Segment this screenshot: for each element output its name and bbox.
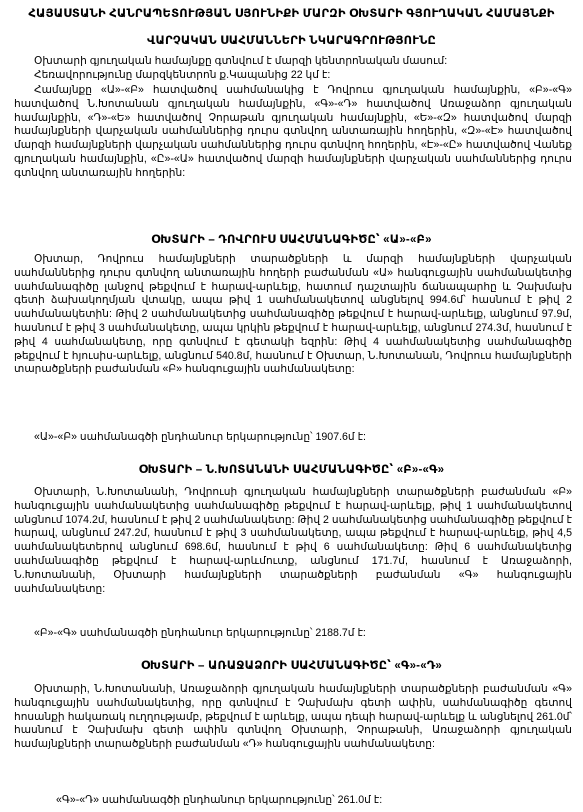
section-heading-b-c: ՕԽՏԱՐԻ – Ն.ԽՈՏԱՆԱՆԻ ՍԱՀՄԱՆԱԳԻԾԸ՝ «Բ»-«Գ» [138, 464, 445, 476]
document-title: ՀԱՅԱՍՏԱՆԻ ՀԱՆՐԱՊԵՏՈՒԹՅԱՆ ՍՅՈՒՆԻՔԻ ՄԱՐԶԻ ՕԽՏԱՐԻ ԳՅՈՒՂԱԿԱՆ ՀԱՄԱՅՆՔԻ [28, 8, 555, 20]
intro-distance: Հեռավորությունը մարզկենտրոն ք.Կապանից 22 կմ է: [34, 69, 331, 81]
intro-borders: Համայնքը «Ա»-«Բ» հատվածով սահմանակից է Դովրուս գյուղական համայնքին, «Բ»-«Գ» հատվածով Ն.Խոտանան գյուղական համայնքին, «Գ»-«Դ» հատվածով Առաջաձոր գյուղական համայնքին, «Դ»-«Ե» հատվածով Չորաթան գյուղական համայնքին, «Ե»-«Զ» հատվածով մարզի համայնքների վարչական սահմաններից դուրս գտնվող անտառային հողերին, «Զ»-«Է» հատվածով մարզի համայնքների վարչական սահմաններից դուրս գտնվող հողերին, «Է»-«Ը» հատվածով Վանեք գյուղական համայնքին, «Ը»-«Ա» հատվածով մարզի համայնքների վարչական սահմաններից դուրս գտնվող անտառային հողերին: [14, 84, 572, 179]
section-heading-a-b: ՕԽՏԱՐԻ – ԴՈՎՐՈՒՍ ՍԱՀՄԱՆԱԳԻԾԸ՝ «Ա»-«Բ» [151, 234, 432, 246]
section-heading-c-d: ՕԽՏԱՐԻ – ԱՌԱՋԱՁՈՐԻ ՍԱՀՄԱՆԱԳԻԾԸ՝ «Գ»-«Դ» [140, 660, 443, 672]
section-body-c-d: Օխտարի, Ն.Խոտանանի, Առաջաձորի գյուղական համայնքների տարածքների բաժանման «Գ» հանգուցային սահմանակետից, որը գտնվում է Չախմախ գետի ափին, սահմանագիծը գետով հոսանքի հակառակ ուղղությամբ, թեքվում է արևելք, ապա դեպի հարավ-արևելք և անցնելով 261.0մ՝ հասնում է Չախմախ գետի ափին գտնվող Օխտարի, Չորաթանի, Առաջաձորի գյուղական համայնքների տարածքների բաժանման «Դ» հանգուցային սահմանակետը: [14, 683, 572, 751]
section-total-c-d: «Գ»-«Դ» սահմանագծի ընդհանուր երկարությունը՝ 261.0մ է: [56, 794, 383, 806]
document-subtitle: ՎԱՐՉԱԿԱՆ ՍԱՀՄԱՆՆԵՐԻ ՆԿԱՐԱԳՐՈՒԹՅՈՒՆԸ [147, 35, 436, 47]
section-body-a-b: Օխտար, Դովրուս համայնքների տարածքների և մարզի համայնքների վարչական սահմաններից դուրս գտնվող անտառային հողերի բաժանման «Ա» հանգուցային սահմանակետից սահմանագիծը լանջով թեքվում է հարավ-արևելք, հատում դաշտային ճանապարհը և Չախմախ գետի ձախակողմյան վտակը, ապա թիվ 1 սահմանակետով անցնելով 994.6մ՝ հասնում է թիվ 2 սահմանակետին: Թիվ 2 սահմանակետից սահմանագիծը թեքվում է հարավ-արևելք, անցնում 97.9մ, հասնում է թիվ 3 սահմանակետը, ապա կրկին թեքվում է հարավ-արևելք, անցնում 274.3մ, հասնում է թիվ 4 սահմանակետը, որը գտնվում է գետակի եզրին: Թիվ 4 սահմանակետից սահմանագիծը թեքվում է հյուսիս-արևելք, անցնում 540.8մ, հասնում է Օխտար, Ն.Խոտանան, Դովրուս համայնքների տարածքների բաժանման «Բ» հանգուցային սահմանակետը: [14, 253, 572, 376]
section-total-a-b: «Ա»-«Բ» սահմանագծի ընդհանուր երկարությունը՝ 1907.6մ է: [34, 431, 366, 443]
intro-location: Օխտարի գյուղական համայնքը գտնվում է մարզի կենտրոնական մասում: [34, 55, 448, 67]
section-total-b-c: «Բ»-«Գ» սահմանագծի ընդհանուր երկարությունը՝ 2188.7մ է: [34, 627, 366, 639]
section-body-b-c: Օխտարի, Ն.Խոտանանի, Դովրուսի գյուղական համայնքների տարածքների բաժանման «Բ» հանգուցային սահմանակետից սահմանագիծը թեքվում է հարավ-արևելք, թիվ 1 սահմանակետով անցնում 1074.2մ, հասնում է թիվ 2 սահմանակետը: Թիվ 2 սահմանակետից սահմանագիծը թեքվում է հարավ, անցնում 247.2մ, հասնում է թիվ 3 սահմանակետը, ապա թեքվում է հարավ-արևելք, թիվ 4,5 սահմանակետերով անցնում 698.6մ, հասնում է թիվ 6 սահմանակետը: Թիվ 6 սահմանակետից սահմանագիծը թեքվում է հարավ-արևմուտք, անցնում 171.7մ, հասնում է Առաջաձորի, Ն.Խոտանանի, Օխտարի համայնքների տարածքների բաժանման «Գ» հանգուցային սահմանակետը: [14, 486, 572, 595]
